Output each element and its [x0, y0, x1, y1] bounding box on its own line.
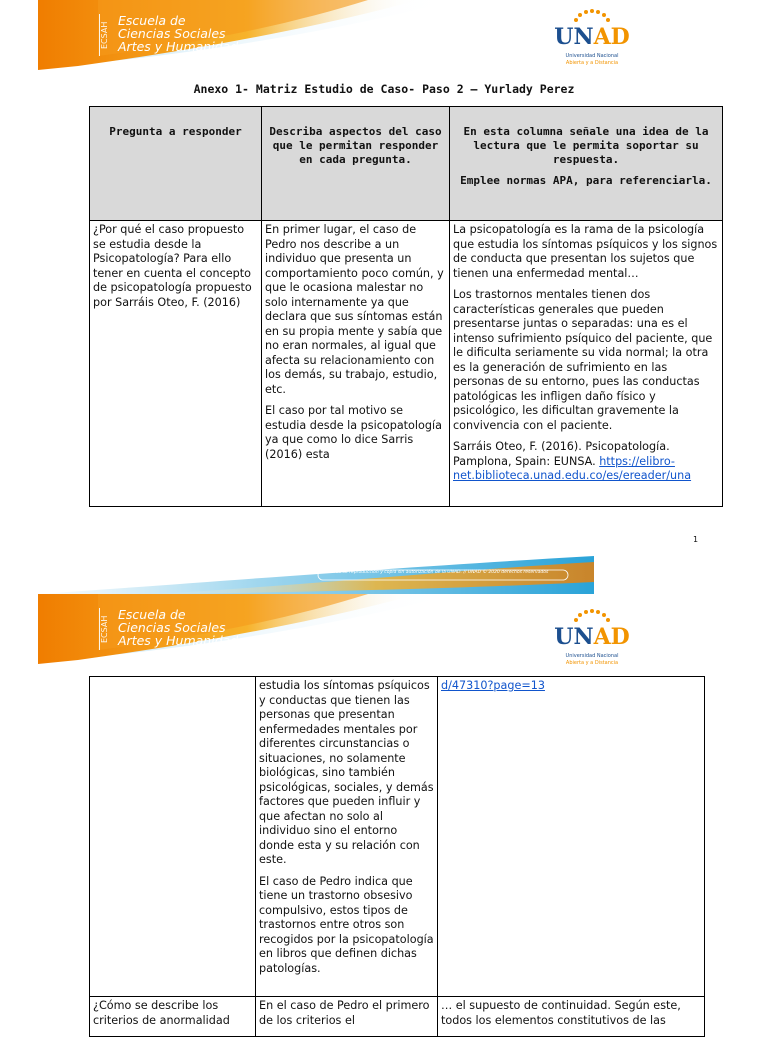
table-row	[90, 997, 705, 1037]
aspects-paragraph: estudia los síntomas psíquicos y conductas que tienen las personas que presentan enfermedades mentales por diferentes circunstancias o situaciones, no solamente biológicas, sino también psicológicas, sociales, y demás factores que pueden influir y que afectan no solo al individuo sino el entorno donde esta y su relación con este.	[259, 679, 434, 866]
idea-paragraph: La psicopatología es la rama de la psicología que estudia los síntomas psíquicos y los signos de conducta que presentan los sujetos que tienen una enfermedad mental…	[453, 223, 718, 280]
logo-un: UN	[554, 24, 594, 50]
idea-cell	[438, 677, 705, 997]
school-name	[118, 14, 252, 53]
logo-subtitle: Universidad Nacional	[565, 653, 619, 659]
reference-link[interactable]: https://elibro-net.biblioteca.unad.edu.co/es/ereader/una	[453, 454, 692, 482]
idea-cell	[450, 221, 723, 507]
logo-subtitle: Universidad Nacional	[565, 53, 619, 59]
aspects-paragraph: El caso por tal motivo se estudia desde la psicopatología ya que como lo dice Sarris (2016) esta	[265, 404, 442, 461]
school-line: Escuela de	[118, 13, 186, 28]
question-cell: ¿Por qué el caso propuesto se estudia desde la Psicopatología? Para ello tener en cuenta el concepto de psicopatología propuesto por Sarráis Oteo, F. (2016)	[90, 221, 262, 507]
header-banner-2	[38, 594, 594, 666]
school-line: Artes y Humanidades	[118, 633, 253, 648]
header-banner	[38, 0, 594, 72]
logo-subtitle-2: Abierta y a Distancia	[565, 60, 619, 66]
page-number: 1	[693, 535, 699, 544]
header-question: Pregunta a responder	[90, 107, 262, 221]
aspects-paragraph: El caso de Pedro indica que tiene un trastorno obsesivo compulsivo, estos tipos de trastornos entre otros son recogidos por la psicopatología en libros que definen dichas patologías.	[259, 874, 434, 975]
aspects-cell	[256, 677, 438, 997]
school-line: Ciencias Sociales	[118, 620, 226, 635]
question-cell: ¿Cómo se describe los criterios de anormalidad	[90, 997, 256, 1037]
question-cell-empty	[90, 677, 256, 997]
school-acronym: ECSAH	[99, 14, 114, 56]
idea-reference	[453, 440, 719, 484]
idea-paragraph: Los trastornos mentales tienen dos características generales que pueden presentarse juntas o separadas: una es el intenso sufrimiento psíquico del paciente, que le dificulta seriamente su vida normal; la otra es la generación de sufrimiento en las personas de su entorno, pues las conductas patológicas les infligen daño físico y psicológico, les dificultan gravemente la convivencia con el paciente.	[453, 288, 713, 432]
aspects-cell: En el caso de Pedro el primero de los criterios el	[256, 997, 438, 1037]
logo-un: UN	[554, 624, 594, 650]
logo-ad: AD	[593, 24, 630, 50]
school-line: Artes y Humanidades	[118, 39, 253, 54]
logo-wordmark	[552, 24, 632, 50]
reference-link-continued[interactable]: d/47310?page=13	[441, 679, 545, 692]
aspects-paragraph: En primer lugar, el caso de Pedro nos describe a un individuo que presenta un comportamiento poco común, y que le ocasiona malestar no solo internamente ya que declara que sus síntomas están en su propia mente y sabía que no eran normales, al igual que afecta su relacionamiento con los demás, su trabajo, estudio, etc.	[265, 223, 444, 396]
school-name	[118, 608, 252, 647]
document-page-2	[0, 594, 768, 1027]
footer-notice: Prohibida su reproducción y copia sin autorización de la UNAD. // UNAD © 2020 derechos reservados	[320, 570, 549, 575]
school-acronym: ECSAH	[99, 608, 114, 650]
reference-text: Sarráis Oteo, F. (2016). Psicopatología. Pamplona, Spain: EUNSA.	[453, 440, 670, 468]
case-study-matrix-continued	[89, 676, 705, 1037]
unad-logo	[552, 608, 632, 668]
case-study-matrix	[89, 106, 723, 507]
unad-logo	[552, 8, 632, 68]
header-idea-text: En esta columna señale una idea de la lectura que le permita soportar su respuesta.	[463, 125, 709, 166]
document-title: Anexo 1- Matriz Estudio de Caso- Paso 2 – Yurlady Perez	[193, 82, 575, 96]
table-row	[90, 221, 723, 507]
header-aspects: Describa aspectos del caso que le permitan responder en cada pregunta.	[262, 107, 450, 221]
logo-ad: AD	[593, 624, 630, 650]
logo-wordmark	[552, 624, 632, 650]
table-row	[90, 677, 705, 997]
school-line: Ciencias Sociales	[118, 26, 226, 41]
idea-cell: … el supuesto de continuidad. Según este, todos los elementos constitutivos de las	[438, 997, 705, 1037]
header-idea	[450, 107, 723, 221]
school-line: Escuela de	[118, 607, 186, 622]
header-idea-apa: Emplee normas APA, para referenciarla.	[460, 174, 712, 187]
logo-subtitle-2: Abierta y a Distancia	[565, 660, 619, 666]
aspects-cell	[262, 221, 450, 507]
